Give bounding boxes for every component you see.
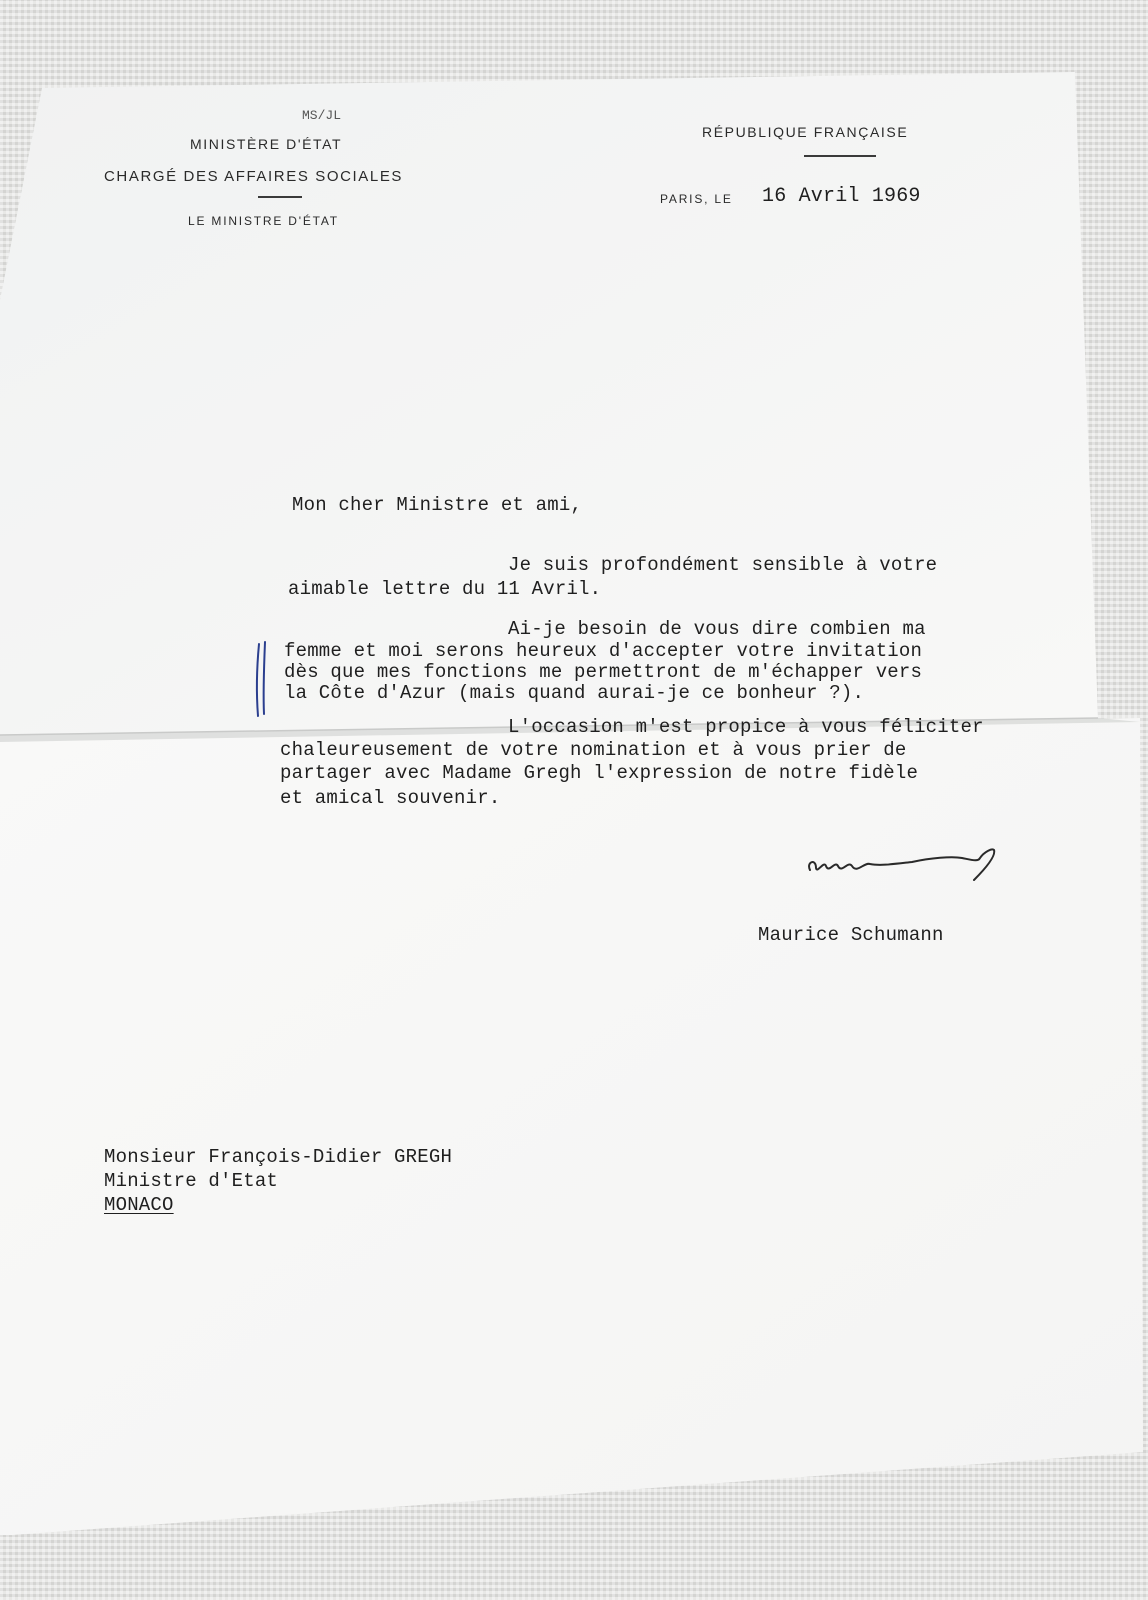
body-line: aimable lettre du 11 Avril. bbox=[288, 578, 602, 600]
body-line: L'occasion m'est propice à vous féliciter bbox=[508, 716, 984, 738]
letter-date: 16 Avril 1969 bbox=[762, 185, 921, 208]
body-line: femme et moi serons heureux d'accepter votre invitation bbox=[284, 640, 923, 662]
minister-title: LE MINISTRE D'ÉTAT bbox=[188, 214, 339, 228]
body-line: Je suis profondément sensible à votre bbox=[508, 554, 938, 576]
ministry-department: CHARGÉ DES AFFAIRES SOCIALES bbox=[104, 168, 404, 185]
letterhead-rule-left bbox=[258, 196, 302, 198]
body-line: dès que mes fonctions me permettront de m'échapper vers bbox=[284, 661, 923, 683]
pen-margin-mark bbox=[252, 640, 272, 720]
recipient-name: Monsieur François-Didier GREGH bbox=[104, 1146, 453, 1168]
place-label: PARIS, LE bbox=[660, 192, 733, 206]
body-line: partager avec Madame Gregh l'expression de notre fidèle bbox=[280, 762, 919, 784]
reference-code: MS/JL bbox=[302, 108, 342, 123]
ministry-name: MINISTÈRE D'ÉTAT bbox=[190, 136, 343, 152]
body-line: et amical souvenir. bbox=[280, 787, 501, 809]
recipient-title: Ministre d'Etat bbox=[104, 1170, 279, 1192]
body-line: la Côte d'Azur (mais quand aurai-je ce bonheur ?). bbox=[284, 682, 865, 704]
letterhead-rule-right bbox=[804, 155, 876, 157]
signatory-name: Maurice Schumann bbox=[758, 924, 944, 946]
republic-heading: RÉPUBLIQUE FRANÇAISE bbox=[702, 124, 909, 140]
body-line: Ai-je besoin de vous dire combien ma bbox=[508, 618, 926, 640]
body-line: chaleureusement de votre nomination et à vous prier de bbox=[280, 739, 907, 761]
recipient-location: MONACO bbox=[104, 1194, 174, 1216]
salutation: Mon cher Ministre et ami, bbox=[292, 494, 583, 516]
handwritten-signature bbox=[802, 838, 1002, 888]
